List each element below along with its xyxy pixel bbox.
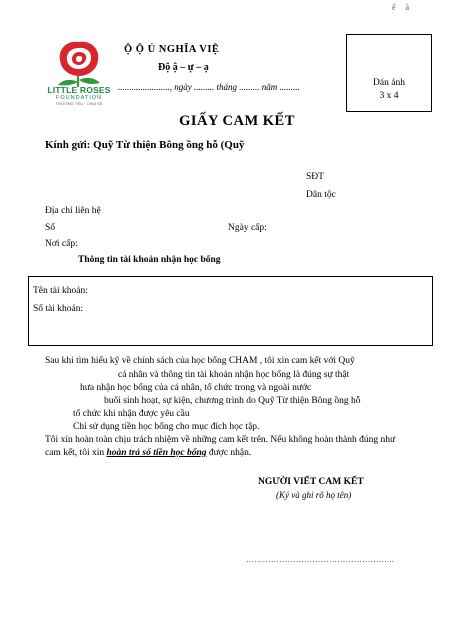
commitment-item-1: cá nhân và thông tin tài khoản nhận học bổng là đúng sự thật <box>118 370 350 380</box>
photo-label-line1: Dán ảnh <box>373 78 405 88</box>
id-number-label: Số <box>45 223 56 233</box>
signer-title: NGƯỜI VIẾT CAM KẾT <box>258 477 364 487</box>
commitment-item-3: buổi sinh hoạt, sự kiện, chương trình do Quỹ Từ thiện Bông ồng hỗ <box>104 396 361 406</box>
dateline: ......................., ngày ......... tháng ......... năm ......... <box>118 82 300 92</box>
photo-box <box>346 34 432 112</box>
responsibility-line: Tôi xin hoàn toàn chịu trách nhiệm về những cam kết trên. Nếu không hoàn thành đúng như <box>45 435 396 445</box>
signer-note: (Ký và ghi rõ họ tên) <box>276 490 352 500</box>
address-label: Địa chỉ liên hệ <box>45 206 101 216</box>
issue-place-label: Nơi cấp: <box>45 239 78 249</box>
logo-subtitle: FOUNDATION <box>56 94 102 101</box>
photo-label <box>347 77 431 103</box>
photo-label-line2: 3 x 4 <box>379 90 399 101</box>
ethnicity-label: Dân tộc <box>306 190 336 200</box>
bank-section-title: Thông tin tài khoản nhận học bổng <box>78 255 221 265</box>
refund-emphasis: hoàn trả số tiền học bổng <box>106 448 207 458</box>
refund-text-before: cam kết, tôi xin <box>45 448 107 458</box>
refund-text-after: được nhận. <box>206 448 252 458</box>
account-number-label: Số tài khoản: <box>33 304 84 314</box>
logo-tagline: THƯƠNG YÊU · CHIA SẺ <box>55 101 103 106</box>
refund-line <box>45 448 251 458</box>
national-motto: Độ ậ – ự – ạ <box>158 62 209 73</box>
nation-title: Ộ Ộ Ủ NGHĨA VIỆ <box>124 44 220 55</box>
commitment-intro: Sau khi tìm hiểu kỹ về chính sách của học bổng CHAM , tôi xin cam kết với Quỹ <box>45 356 355 366</box>
commitment-item-2: hưa nhận học bổng của cá nhân, tổ chức trong và ngoài nước <box>80 383 312 393</box>
issue-date-label: Ngày cấp: <box>228 223 267 233</box>
signature-line: ……………………………………………... <box>246 555 394 564</box>
commitment-item-4: Chỉ sử dụng tiền học bổng cho mục đích học tập. <box>73 422 260 432</box>
logo-name: LITTLE ROSES <box>47 85 111 95</box>
rose-logo-icon <box>48 38 110 88</box>
logo-text <box>47 86 111 106</box>
corner-mark: ế ã <box>392 3 414 12</box>
phone-label: SĐT <box>306 172 324 182</box>
document-title: GIẤY CAM KẾT <box>179 113 295 129</box>
recipient-line: Kính gửi: Quỹ Từ thiện Bông ồng hỗ (Quỹ <box>45 139 245 151</box>
bank-info-box <box>28 276 433 346</box>
account-name-label: Tên tài khoản: <box>33 286 88 296</box>
commitment-item-3-cont: tổ chức khi nhận được yêu cầu <box>73 409 190 419</box>
